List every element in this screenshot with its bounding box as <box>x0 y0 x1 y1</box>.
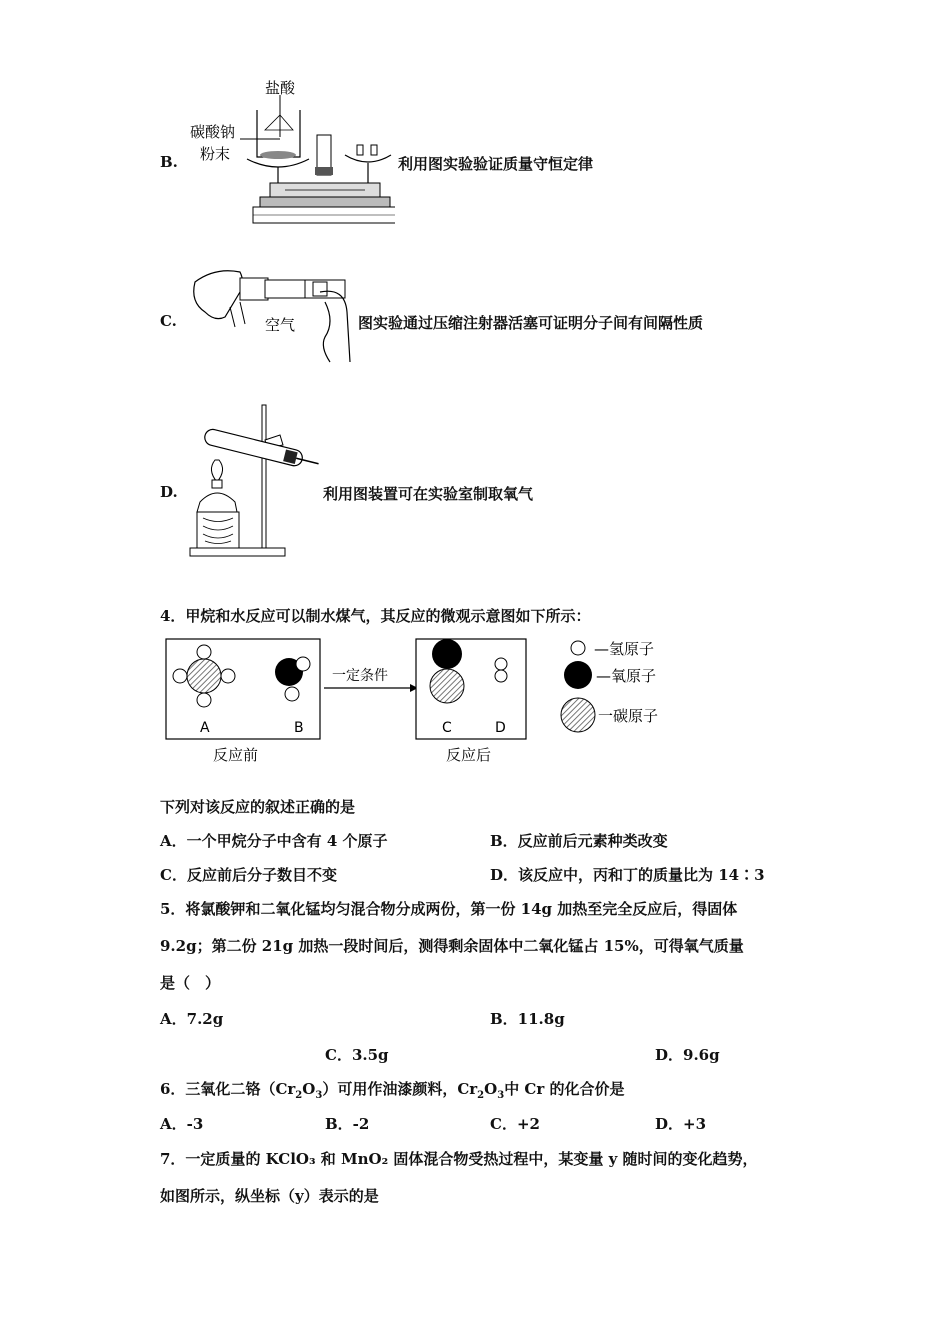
q5-option-c: C．3.5g <box>325 1046 389 1064</box>
hydrogen-atom <box>296 657 310 671</box>
powder-label: 粉末 <box>200 145 231 163</box>
hydrogen-atom <box>197 693 211 707</box>
balance-figure <box>185 75 395 230</box>
q7-line2: 如图所示，纵坐标（y）表示的是 <box>160 1187 379 1205</box>
hydrogen-atom <box>221 669 235 683</box>
carbon-atom <box>430 669 464 703</box>
label-b: B <box>294 720 304 736</box>
option-d-letter: D. <box>160 483 178 501</box>
legend-oxygen-label: —氧原子 <box>596 667 657 685</box>
caption-before: 反应前 <box>213 746 259 764</box>
legend-carbon-icon <box>561 698 595 732</box>
sodium-carbonate-label: 碳酸钠 <box>190 123 236 141</box>
label-a: A <box>200 720 210 736</box>
reaction-diagram <box>160 630 720 770</box>
formula-cr2o3: $Cr_2O_3$ <box>275 1080 323 1101</box>
q6-option-b: B．-2 <box>325 1115 370 1133</box>
option-c-text: 图实验通过压缩注射器活塞可证明分子间有间隔性质 <box>358 314 704 332</box>
q5-option-a: A．7.2g <box>160 1010 224 1028</box>
q4-stem: 4．甲烷和水反应可以制水煤气，其反应的微观示意图如下所示： <box>160 607 591 625</box>
q6-option-c: C．+2 <box>490 1115 540 1133</box>
q7-line1: 7．一定质量的 KClO₃ 和 MnO₂ 固体混合物受热过程中，某变量 y 随时间的变化趋势， <box>160 1150 758 1168</box>
q6-stem: 6．三氧化二铬$(Cr_2O_3)$可用作油漆颜料，$Cr_2O_3$中 Cr 的化合价是 <box>160 1080 625 1101</box>
q5-option-d: D．9.6g <box>655 1046 720 1064</box>
carbon-atom <box>187 659 221 693</box>
syringe-figure <box>185 262 355 372</box>
legend-hydrogen-icon <box>571 641 585 655</box>
q4-question: 下列对该反应的叙述正确的是 <box>160 798 356 816</box>
option-d-text: 利用图装置可在实验室制取氧气 <box>323 485 534 503</box>
label-c: C <box>442 720 452 736</box>
formula-cr2o3: $Cr_2O_3$ <box>457 1080 505 1101</box>
hydrogen-atom <box>197 645 211 659</box>
option-b-text: 利用图实验验证质量守恒定律 <box>398 155 594 173</box>
q5-line1: 5．将氯酸钾和二氧化锰均匀混合物分成两份，第一份 14g 加热至完全反应后，得固体 <box>160 900 738 918</box>
legend-hydrogen-label: —氢原子 <box>594 640 655 658</box>
hydrogen-atom <box>285 687 299 701</box>
air-label: 空气 <box>265 316 296 334</box>
heating-apparatus-figure <box>185 400 320 562</box>
q5-option-b: B．11.8g <box>490 1010 565 1028</box>
hydrogen-atom <box>495 658 507 670</box>
q4-option-d: D．该反应中，丙和丁的质量比为 14∶3 <box>490 866 765 884</box>
q4-option-c: C．反应前后分子数目不变 <box>160 866 337 884</box>
legend-oxygen-icon <box>564 661 592 689</box>
hydrochloric-acid-label: 盐酸 <box>265 79 296 97</box>
q6-option-a: A．-3 <box>160 1115 204 1133</box>
option-c-letter: C. <box>160 312 177 330</box>
hydrogen-atom <box>495 670 507 682</box>
q6-option-d: D．+3 <box>655 1115 707 1133</box>
label-d: D <box>495 720 506 736</box>
q5-line3: 是（ ） <box>160 974 221 992</box>
oxygen-atom <box>432 639 462 669</box>
q5-line2: 9.2g；第二份 21g 加热一段时间后，测得剩余固体中二氧化锰占 15%，可得氧气质量 <box>160 937 744 955</box>
option-b-letter: B. <box>160 153 178 171</box>
q4-option-b: B．反应前后元素种类改变 <box>490 832 668 850</box>
q4-option-a: A．一个甲烷分子中含有 4 个原子 <box>160 832 388 850</box>
legend-carbon-label: 一碳原子 <box>598 707 659 725</box>
hydrogen-atom <box>173 669 187 683</box>
arrow-condition-label: 一定条件 <box>332 668 388 684</box>
caption-after: 反应后 <box>446 746 492 764</box>
